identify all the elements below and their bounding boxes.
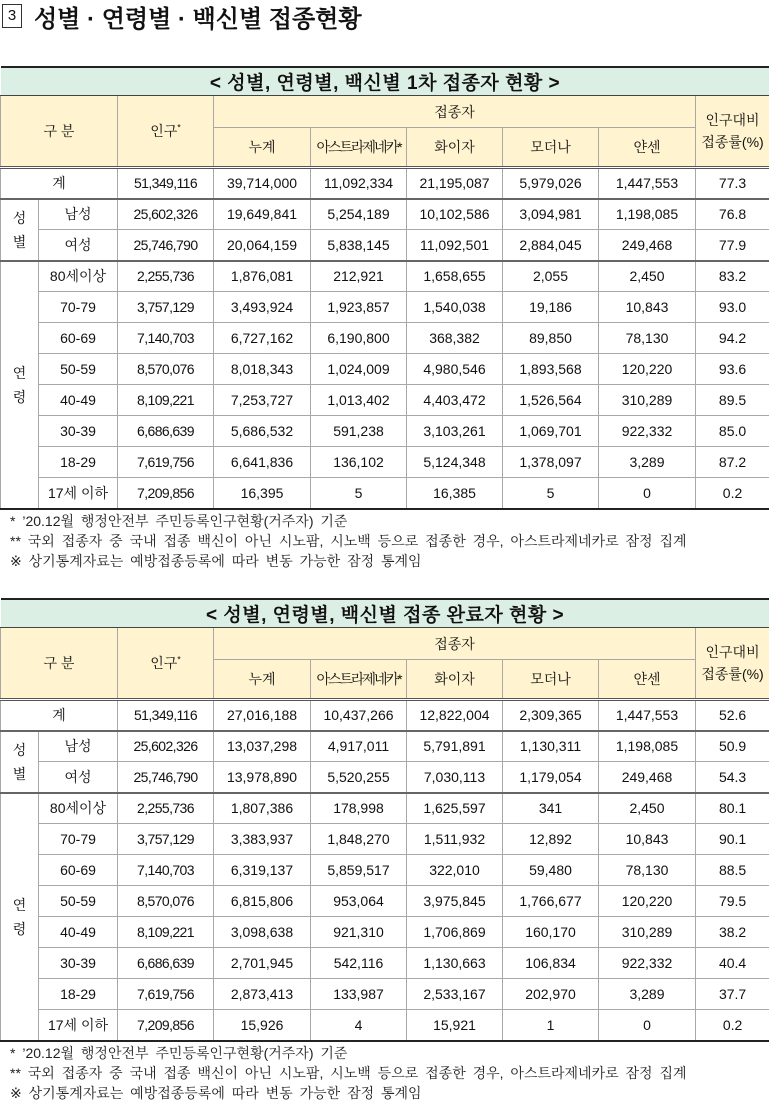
cell-pfizer: 11,092,501: [407, 230, 503, 261]
cell-rate: 88.5: [696, 855, 769, 886]
footnote: ** 국외 접종자 중 국내 접종 백신이 아닌 시노팜, 시노백 등으로 접종한 경우, 아스트라제네카로 잠정 집계: [10, 532, 687, 549]
cell-cumulative: 1,807,386: [214, 793, 311, 824]
cell-janssen: 1,198,085: [599, 199, 696, 230]
cell-rate: 85.0: [696, 416, 769, 447]
header-rate: [696, 96, 769, 168]
total-row: [1, 168, 769, 199]
row-label: 18-29: [39, 447, 118, 478]
cell-astrazeneca: 5,520,255: [311, 762, 407, 793]
cell-astrazeneca: 921,310: [311, 917, 407, 948]
cell-rate: 0.2: [696, 1010, 769, 1041]
cell-cumulative: 15,926: [214, 1010, 311, 1041]
cell-rate: 40.4: [696, 948, 769, 979]
cell-janssen: 78,130: [599, 855, 696, 886]
cell-janssen: 3,289: [599, 979, 696, 1010]
cell-moderna: 341: [503, 793, 599, 824]
header-janssen: 얀센: [599, 660, 696, 700]
row-label: 80세이상: [39, 793, 118, 824]
cell-rate: 93.6: [696, 354, 769, 385]
table-row: [1, 416, 769, 447]
header-moderna: 모더나: [503, 128, 599, 168]
cell-astrazeneca: 5,859,517: [311, 855, 407, 886]
row-label: 계: [1, 700, 118, 731]
footnote: ※ 상기통계자료는 예방접종등록에 따라 변동 가능한 잠정 통계임: [10, 1084, 422, 1101]
header-rate-line1: 인구대비: [705, 644, 760, 660]
cell-moderna: 1,766,677: [503, 886, 599, 917]
cell-cumulative: 7,253,727: [214, 385, 311, 416]
cell-population: 51,349,116: [118, 168, 214, 199]
row-label: 70-79: [39, 292, 118, 323]
cell-pfizer: 1,540,038: [407, 292, 503, 323]
table-row: [1, 855, 769, 886]
header-cumulative: 누계: [214, 128, 311, 168]
cell-cumulative: 3,383,937: [214, 824, 311, 855]
table-row: [1, 385, 769, 416]
cell-moderna: 1: [503, 1010, 599, 1041]
cell-cumulative: 20,064,159: [214, 230, 311, 261]
cell-astrazeneca: 1,848,270: [311, 824, 407, 855]
cell-janssen: 78,130: [599, 323, 696, 354]
cell-population: 6,686,639: [118, 948, 214, 979]
cell-rate: 83.2: [696, 261, 769, 292]
row-label: 70-79: [39, 824, 118, 855]
group-label: [1, 793, 39, 1041]
cell-population: 2,255,736: [118, 793, 214, 824]
group-label-char: 령: [12, 920, 27, 937]
header-category: 구 분: [1, 96, 118, 168]
cell-janssen: 922,332: [599, 948, 696, 979]
cell-cumulative: 2,873,413: [214, 979, 311, 1010]
cell-rate: 79.5: [696, 886, 769, 917]
cell-pfizer: 1,511,932: [407, 824, 503, 855]
cell-astrazeneca: 5,838,145: [311, 230, 407, 261]
group-label-char: 별: [12, 765, 27, 782]
cell-moderna: 5: [503, 478, 599, 509]
cell-population: 7,619,756: [118, 447, 214, 478]
fully-vaccinated-section: [0, 598, 769, 1103]
cell-population: 25,746,790: [118, 230, 214, 261]
table-title-row: [1, 67, 769, 96]
cell-pfizer: 5,124,348: [407, 447, 503, 478]
row-label: 50-59: [39, 354, 118, 385]
cell-rate: 37.7: [696, 979, 769, 1010]
cell-population: 7,140,703: [118, 323, 214, 354]
header-rate: [696, 628, 769, 700]
cell-rate: 0.2: [696, 478, 769, 509]
header-rate-line2: 접종률(%): [701, 134, 764, 150]
row-label: 17세 이하: [39, 1010, 118, 1041]
group-label-char: 연: [12, 896, 27, 913]
cell-astrazeneca: 1,923,857: [311, 292, 407, 323]
cell-population: 7,140,703: [118, 855, 214, 886]
header-category: 구 분: [1, 628, 118, 700]
cell-cumulative: 2,701,945: [214, 948, 311, 979]
table-row: [1, 917, 769, 948]
cell-moderna: 1,378,097: [503, 447, 599, 478]
cell-population: 8,570,076: [118, 886, 214, 917]
cell-astrazeneca: 1,013,402: [311, 385, 407, 416]
table-row: [1, 886, 769, 917]
group-label-char: 령: [12, 388, 27, 405]
cell-cumulative: 6,727,162: [214, 323, 311, 354]
cell-rate: 54.3: [696, 762, 769, 793]
cell-astrazeneca: 4: [311, 1010, 407, 1041]
cell-astrazeneca: 212,921: [311, 261, 407, 292]
header-cumulative: 누계: [214, 660, 311, 700]
header-astrazeneca-label: 아스트라제네카*: [316, 139, 401, 155]
table-title: < 성별, 연령별, 백신별 1차 접종자 현황 >: [1, 67, 769, 96]
row-label: 40-49: [39, 385, 118, 416]
cell-janssen: 2,450: [599, 793, 696, 824]
cell-cumulative: 3,493,924: [214, 292, 311, 323]
cell-astrazeneca: 1,024,009: [311, 354, 407, 385]
header-row-1: [1, 628, 769, 660]
cell-moderna: 89,850: [503, 323, 599, 354]
header-janssen: 얀센: [599, 128, 696, 168]
cell-moderna: 1,069,701: [503, 416, 599, 447]
table-row: [1, 199, 769, 230]
table-row: [1, 292, 769, 323]
cell-cumulative: 8,018,343: [214, 354, 311, 385]
cell-pfizer: 7,030,113: [407, 762, 503, 793]
header-astrazeneca-label: 아스트라제네카*: [316, 671, 401, 687]
row-label: 남성: [39, 199, 118, 230]
cell-moderna: 1,893,568: [503, 354, 599, 385]
header-population-mark: *: [177, 122, 181, 133]
cell-population: 7,619,756: [118, 979, 214, 1010]
group-label: [1, 731, 39, 793]
group-label: [1, 261, 39, 509]
cell-pfizer: 4,403,472: [407, 385, 503, 416]
cell-cumulative: 3,098,638: [214, 917, 311, 948]
table-row: [1, 948, 769, 979]
cell-population: 25,602,326: [118, 199, 214, 230]
section-number: 3: [2, 4, 22, 28]
cell-cumulative: 13,037,298: [214, 731, 311, 762]
cell-moderna: 5,979,026: [503, 168, 599, 199]
cell-pfizer: 15,921: [407, 1010, 503, 1041]
cell-pfizer: 3,103,261: [407, 416, 503, 447]
cell-astrazeneca: 10,437,266: [311, 700, 407, 731]
cell-astrazeneca: 591,238: [311, 416, 407, 447]
cell-rate: 38.2: [696, 917, 769, 948]
cell-cumulative: 27,016,188: [214, 700, 311, 731]
cell-janssen: 1,447,553: [599, 700, 696, 731]
cell-pfizer: 3,975,845: [407, 886, 503, 917]
table-row: [1, 824, 769, 855]
cell-janssen: 2,450: [599, 261, 696, 292]
header-astrazeneca: [311, 660, 407, 700]
table-row: [1, 979, 769, 1010]
cell-pfizer: 1,625,597: [407, 793, 503, 824]
row-label: 50-59: [39, 886, 118, 917]
row-label: 60-69: [39, 855, 118, 886]
cell-janssen: 310,289: [599, 917, 696, 948]
footnote: * ’20.12월 행정안전부 주민등록인구현황(거주자) 기준: [10, 1044, 348, 1061]
table-row: [1, 447, 769, 478]
footnote: ※ 상기통계자료는 예방접종등록에 따라 변동 가능한 잠정 통계임: [10, 552, 422, 569]
cell-janssen: 10,843: [599, 292, 696, 323]
cell-moderna: 2,309,365: [503, 700, 599, 731]
cell-cumulative: 6,641,836: [214, 447, 311, 478]
cell-rate: 76.8: [696, 199, 769, 230]
cell-rate: 90.1: [696, 824, 769, 855]
footnotes: [0, 511, 769, 571]
header-row-1: [1, 96, 769, 128]
cell-rate: 94.2: [696, 323, 769, 354]
cell-moderna: 106,834: [503, 948, 599, 979]
cell-astrazeneca: 11,092,334: [311, 168, 407, 199]
cell-pfizer: 2,533,167: [407, 979, 503, 1010]
header-moderna: 모더나: [503, 660, 599, 700]
header-astrazeneca: [311, 128, 407, 168]
first-dose-section: [0, 66, 769, 571]
row-label: 60-69: [39, 323, 118, 354]
footnote: ** 국외 접종자 중 국내 접종 백신이 아닌 시노팜, 시노백 등으로 접종한 경우, 아스트라제네카로 잠정 집계: [10, 1064, 687, 1081]
cell-population: 8,109,221: [118, 917, 214, 948]
cell-population: 8,109,221: [118, 385, 214, 416]
group-label-char: 성: [12, 209, 27, 226]
cell-janssen: 120,220: [599, 886, 696, 917]
cell-rate: 80.1: [696, 793, 769, 824]
row-label: 여성: [39, 762, 118, 793]
header-vaccinated: 접종자: [214, 628, 696, 660]
cell-pfizer: 4,980,546: [407, 354, 503, 385]
cell-pfizer: 16,385: [407, 478, 503, 509]
section-title: 성별 · 연령별 · 백신별 접종현황: [34, 5, 362, 33]
row-label: 80세이상: [39, 261, 118, 292]
header-population-label: 인구: [150, 655, 178, 671]
header-population: [118, 628, 214, 700]
cell-janssen: 249,468: [599, 762, 696, 793]
cell-janssen: 3,289: [599, 447, 696, 478]
first-dose-table: [0, 66, 769, 510]
cell-pfizer: 12,822,004: [407, 700, 503, 731]
cell-moderna: 3,094,981: [503, 199, 599, 230]
cell-astrazeneca: 5: [311, 478, 407, 509]
cell-population: 51,349,116: [118, 700, 214, 731]
row-label: 계: [1, 168, 118, 199]
footnote: * ’20.12월 행정안전부 주민등록인구현황(거주자) 기준: [10, 512, 348, 529]
cell-population: 3,757,129: [118, 292, 214, 323]
header-pfizer: 화이자: [407, 128, 503, 168]
row-label: 17세 이하: [39, 478, 118, 509]
cell-population: 25,602,326: [118, 731, 214, 762]
total-row: [1, 700, 769, 731]
cell-population: 2,255,736: [118, 261, 214, 292]
cell-astrazeneca: 6,190,800: [311, 323, 407, 354]
cell-janssen: 249,468: [599, 230, 696, 261]
cell-janssen: 120,220: [599, 354, 696, 385]
cell-rate: 89.5: [696, 385, 769, 416]
table-row: [1, 354, 769, 385]
group-label-char: 별: [12, 233, 27, 250]
cell-moderna: 59,480: [503, 855, 599, 886]
cell-cumulative: 6,319,137: [214, 855, 311, 886]
cell-janssen: 1,198,085: [599, 731, 696, 762]
footnotes: [0, 1043, 769, 1103]
cell-cumulative: 13,978,890: [214, 762, 311, 793]
cell-pfizer: 5,791,891: [407, 731, 503, 762]
cell-population: 6,686,639: [118, 416, 214, 447]
cell-population: 8,570,076: [118, 354, 214, 385]
cell-moderna: 160,170: [503, 917, 599, 948]
row-label: 여성: [39, 230, 118, 261]
cell-janssen: 1,447,553: [599, 168, 696, 199]
cell-pfizer: 322,010: [407, 855, 503, 886]
row-label: 18-29: [39, 979, 118, 1010]
table-row: [1, 762, 769, 793]
cell-rate: 77.9: [696, 230, 769, 261]
cell-moderna: 2,055: [503, 261, 599, 292]
cell-moderna: 12,892: [503, 824, 599, 855]
row-label: 30-39: [39, 416, 118, 447]
cell-moderna: 19,186: [503, 292, 599, 323]
table-body: [1, 168, 769, 509]
cell-rate: 87.2: [696, 447, 769, 478]
cell-janssen: 0: [599, 1010, 696, 1041]
table-row: [1, 478, 769, 509]
cell-astrazeneca: 136,102: [311, 447, 407, 478]
cell-astrazeneca: 953,064: [311, 886, 407, 917]
table-row: [1, 261, 769, 292]
header-population: [118, 96, 214, 168]
cell-rate: 52.6: [696, 700, 769, 731]
cell-population: 7,209,856: [118, 478, 214, 509]
cell-cumulative: 1,876,081: [214, 261, 311, 292]
cell-astrazeneca: 178,998: [311, 793, 407, 824]
cell-cumulative: 39,714,000: [214, 168, 311, 199]
group-label: [1, 199, 39, 261]
cell-rate: 93.0: [696, 292, 769, 323]
cell-astrazeneca: 542,116: [311, 948, 407, 979]
cell-pfizer: 368,382: [407, 323, 503, 354]
header-population-mark: *: [177, 654, 181, 665]
cell-population: 7,209,856: [118, 1010, 214, 1041]
table-title: < 성별, 연령별, 백신별 접종 완료자 현황 >: [1, 599, 769, 628]
cell-moderna: 1,130,311: [503, 731, 599, 762]
section-heading: [0, 0, 769, 32]
cell-astrazeneca: 5,254,189: [311, 199, 407, 230]
cell-janssen: 10,843: [599, 824, 696, 855]
row-label: 40-49: [39, 917, 118, 948]
cell-pfizer: 10,102,586: [407, 199, 503, 230]
cell-pfizer: 1,658,655: [407, 261, 503, 292]
cell-pfizer: 1,130,663: [407, 948, 503, 979]
cell-cumulative: 19,649,841: [214, 199, 311, 230]
table-row: [1, 793, 769, 824]
table-row: [1, 230, 769, 261]
cell-moderna: 1,526,564: [503, 385, 599, 416]
cell-moderna: 1,179,054: [503, 762, 599, 793]
table-body: [1, 700, 769, 1041]
header-pfizer: 화이자: [407, 660, 503, 700]
cell-moderna: 2,884,045: [503, 230, 599, 261]
cell-cumulative: 5,686,532: [214, 416, 311, 447]
table-row: [1, 1010, 769, 1041]
cell-cumulative: 6,815,806: [214, 886, 311, 917]
cell-rate: 50.9: [696, 731, 769, 762]
cell-rate: 77.3: [696, 168, 769, 199]
row-label: 남성: [39, 731, 118, 762]
cell-pfizer: 1,706,869: [407, 917, 503, 948]
table-row: [1, 731, 769, 762]
cell-astrazeneca: 4,917,011: [311, 731, 407, 762]
cell-population: 3,757,129: [118, 824, 214, 855]
header-rate-line2: 접종률(%): [701, 666, 764, 682]
cell-janssen: 310,289: [599, 385, 696, 416]
group-label-char: 성: [12, 741, 27, 758]
cell-pfizer: 21,195,087: [407, 168, 503, 199]
table-title-row: [1, 599, 769, 628]
cell-astrazeneca: 133,987: [311, 979, 407, 1010]
row-label: 30-39: [39, 948, 118, 979]
table-row: [1, 323, 769, 354]
group-label-char: 연: [12, 364, 27, 381]
header-vaccinated: 접종자: [214, 96, 696, 128]
cell-cumulative: 16,395: [214, 478, 311, 509]
cell-moderna: 202,970: [503, 979, 599, 1010]
cell-janssen: 0: [599, 478, 696, 509]
fully-vaccinated-table: [0, 598, 769, 1042]
cell-janssen: 922,332: [599, 416, 696, 447]
header-population-label: 인구: [150, 123, 178, 139]
header-rate-line1: 인구대비: [705, 112, 760, 128]
cell-population: 25,746,790: [118, 762, 214, 793]
